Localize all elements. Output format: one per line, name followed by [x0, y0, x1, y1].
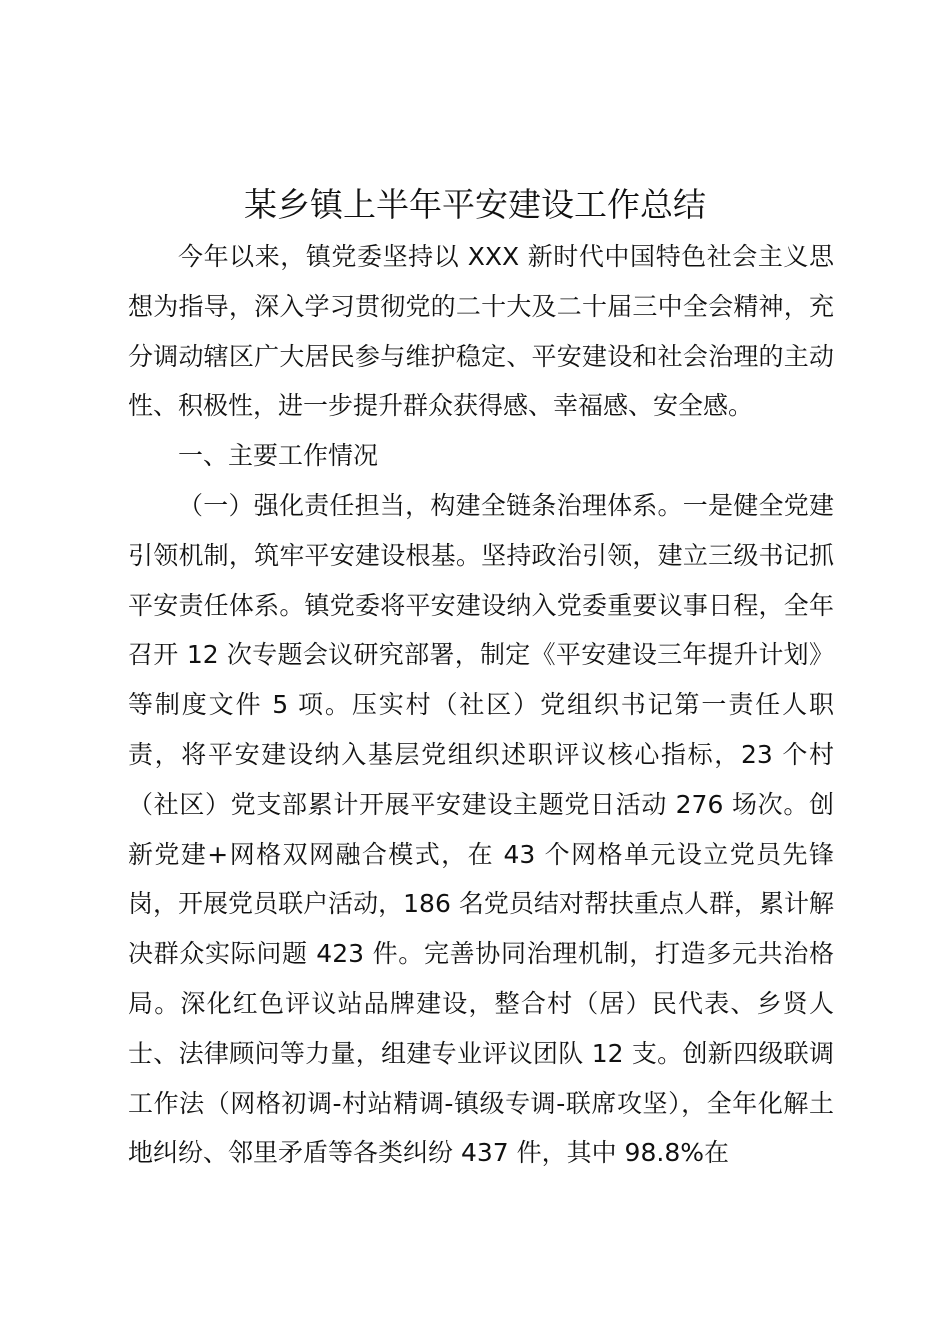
section-heading: 一、主要工作情况	[178, 441, 379, 471]
document-title: 某乡镇上半年平安建设工作总结	[244, 185, 706, 224]
body-paragraph: （一）强化责任担当，构建全链条治理体系。一是健全党建引领机制，筑牢平安建设根基。坚持政治引领，建立三级书记抓平安责任体系。镇党委将平安建设纳入党委重要议事日程，全年召开 12 次专题会议研究部署，制定《平安建设三年提升计划》等制度文件 5 项。压实村（社区）党组织书记第一责任人职责，将平安建设纳入基层党组织述职评议核心指标，23 个村（社区）党支部累计开展平安建设主题党日活动 276 场次。创新党建+网格双网融合模式，在 43 个网格单元设立党员先锋岗，开展党员联户活动，186 名党员结对帮扶重点人群，累计解决群众实际问题 423 件。完善协同治理机制，打造多元共治格局。深化红色评议站品牌建设，整合村（居）民代表、乡贤人士、法律顾问等力量，组建专业评议团队 12 支。创新四级联调工作法（网格初调-村站精调-镇级专调-联席攻坚），全年化解土地纠纷、邻里矛盾等各类纠纷 437 件，其中 98.8%在	[128, 490, 834, 1168]
intro-paragraph: 今年以来，镇党委坚持以 XXX 新时代中国特色社会主义思想为指导，深入学习贯彻党的二十大及二十届三中全会精神，充分调动辖区广大居民参与维护稳定、平安建设和社会治理的主动性、积极性，进一步提升群众获得感、幸福感、安全感。	[128, 242, 834, 421]
document-body	[128, 232, 834, 1178]
